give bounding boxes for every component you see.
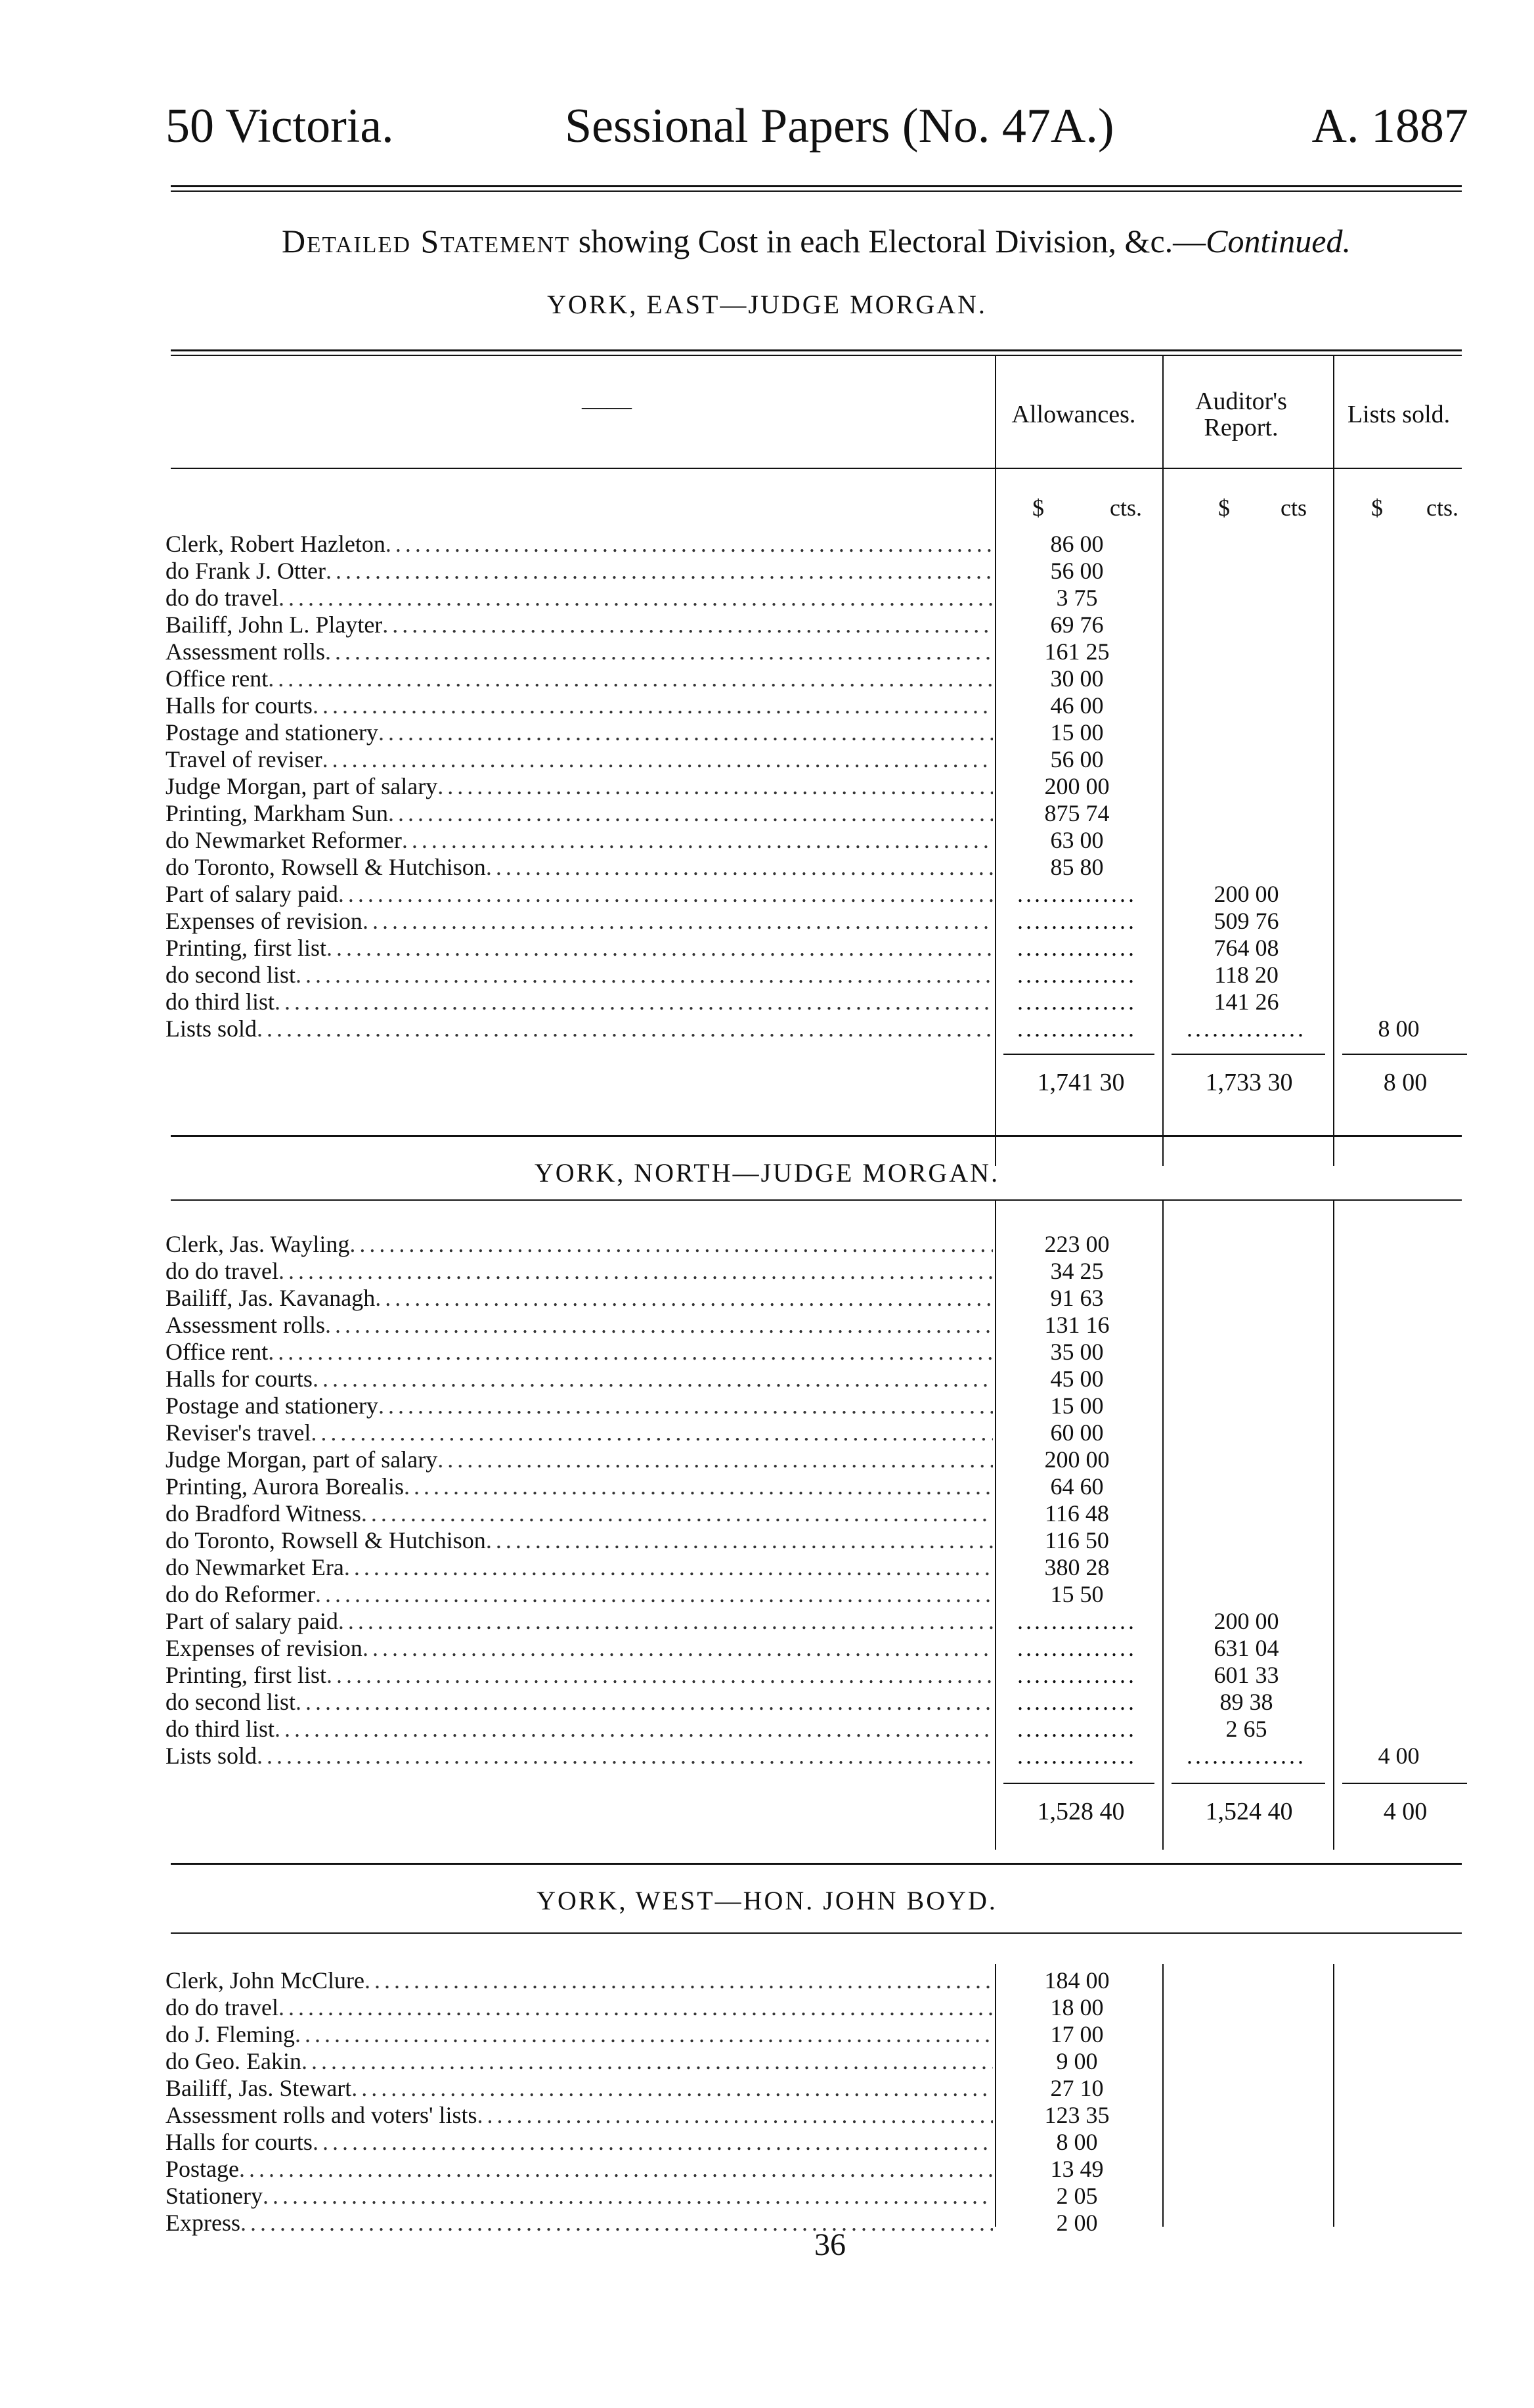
amount-auditor: 141 26 xyxy=(1214,989,1279,1015)
section-title-york-west: YORK, WEST—HON. JOHN BOYD. xyxy=(537,1886,997,1915)
row-label: Clerk, Robert Hazleton xyxy=(165,531,385,557)
amount-auditor: 200 00 xyxy=(1214,881,1279,907)
row-label: do second list xyxy=(165,962,296,988)
table-row xyxy=(165,1608,993,1635)
amount-allowance: 116 50 xyxy=(1045,1527,1109,1553)
table-row xyxy=(165,935,993,962)
amount-allowance: 161 25 xyxy=(1044,638,1110,665)
table-row xyxy=(165,638,993,665)
table-row xyxy=(165,1446,993,1473)
leader-dots xyxy=(385,531,993,558)
table-row xyxy=(165,1662,993,1689)
row-label: Expenses of revision xyxy=(165,1635,362,1661)
row-label: Expenses of revision xyxy=(165,908,362,934)
leader-dots xyxy=(263,2183,993,2210)
row-label: do do travel xyxy=(165,1258,278,1284)
table-row xyxy=(165,2048,993,2075)
row-label: Travel of reviser xyxy=(165,746,322,772)
header-title: Sessional Papers (No. 47A.) xyxy=(565,99,1114,153)
leader-dots xyxy=(351,2075,993,2102)
row-label: Bailiff, John L. Playter xyxy=(165,612,383,638)
amount-allowance: 13 49 xyxy=(1050,2156,1104,2182)
leader-dots xyxy=(362,1635,993,1662)
amount-allowance: 200 00 xyxy=(1044,773,1110,799)
leader-dots xyxy=(257,1743,993,1770)
section-end-rule xyxy=(171,1135,1462,1137)
header-rule-thin xyxy=(171,190,1462,192)
amount-auditor: 601 33 xyxy=(1214,1662,1279,1688)
row-label: Assessment rolls xyxy=(165,638,325,665)
section-top-rule xyxy=(171,1199,1462,1201)
row-label: do Geo. Eakin xyxy=(165,2048,301,2074)
row-label: Halls for courts xyxy=(165,1366,313,1392)
amount-auditor: 2 65 xyxy=(1225,1716,1267,1742)
row-label: Express xyxy=(165,2210,240,2236)
amount-allowance: 380 28 xyxy=(1044,1554,1110,1580)
amount-allowance: 2 05 xyxy=(1056,2183,1098,2209)
row-label: Postage and stationery xyxy=(165,1393,378,1419)
subtotal-rule xyxy=(1172,1783,1325,1784)
table-row xyxy=(165,1312,993,1339)
section-title-york-east: YORK, EAST—JUDGE MORGAN. xyxy=(547,290,987,319)
col-rule-3c xyxy=(1333,1964,1334,2227)
leader-dots xyxy=(278,585,993,612)
table-row xyxy=(165,1258,993,1285)
col-head-auditors xyxy=(1162,389,1320,441)
row-label: do Toronto, Rowsell & Hutchison xyxy=(165,854,486,880)
leader-dots xyxy=(477,2102,993,2129)
amount-allowance: 45 00 xyxy=(1050,1366,1104,1392)
empty-cell-dots: .............. xyxy=(1187,1743,1306,1769)
empty-cell-dots: .............. xyxy=(1017,1689,1137,1715)
amount-auditor: 631 04 xyxy=(1214,1635,1279,1661)
unit-cts-lists: cts. xyxy=(1426,495,1458,521)
table-row xyxy=(165,1419,993,1446)
row-label: Part of salary paid xyxy=(165,1608,338,1634)
table-row xyxy=(165,989,993,1015)
leader-dots xyxy=(301,2048,993,2075)
leader-dots xyxy=(375,1285,993,1312)
amount-allowance: 85 80 xyxy=(1050,854,1104,880)
leader-dots xyxy=(486,854,993,881)
table-row xyxy=(165,719,993,746)
table-row xyxy=(165,612,993,638)
amount-lists: 4 00 xyxy=(1378,1743,1420,1769)
amount-allowance: 46 00 xyxy=(1050,692,1104,719)
header-year: A. 1887 xyxy=(1311,99,1468,153)
amount-allowance: 30 00 xyxy=(1050,665,1104,692)
total-auditor: 1,733 30 xyxy=(1205,1069,1293,1096)
table-row xyxy=(165,746,993,773)
table-row xyxy=(165,585,993,612)
section-title-york-north: YORK, NORTH—JUDGE MORGAN. xyxy=(534,1158,1000,1188)
caption-smallcaps: Detailed Statement xyxy=(282,223,571,259)
amount-allowance: 34 25 xyxy=(1050,1258,1104,1284)
row-label: Halls for courts xyxy=(165,2129,313,2155)
table-row xyxy=(165,1500,993,1527)
leader-dots xyxy=(326,935,993,962)
col-head-blank: —— xyxy=(582,393,632,420)
table-top-rule xyxy=(171,349,1462,351)
row-label: do Frank J. Otter xyxy=(165,558,326,584)
section-end-rule xyxy=(171,1863,1462,1865)
row-label: Clerk, Jas. Wayling xyxy=(165,1231,350,1257)
table-row xyxy=(165,1393,993,1419)
leader-dots xyxy=(325,638,993,665)
unit-dollar-auditor: $ xyxy=(1218,495,1230,521)
table-row xyxy=(165,1366,993,1393)
amount-allowance: 15 50 xyxy=(1050,1581,1104,1607)
table-row xyxy=(165,1689,993,1716)
leader-dots xyxy=(378,1393,993,1419)
amount-allowance: 56 00 xyxy=(1050,746,1104,772)
section-top-rule xyxy=(171,1932,1462,1934)
leader-dots xyxy=(338,881,993,908)
row-label: Part of salary paid xyxy=(165,881,338,907)
leader-dots xyxy=(278,1994,993,2021)
leader-dots xyxy=(361,1500,993,1527)
amount-allowance: 15 00 xyxy=(1050,719,1104,746)
amount-allowance: 9 00 xyxy=(1056,2048,1098,2074)
row-label: do third list xyxy=(165,989,275,1015)
statement-caption xyxy=(164,222,1468,260)
total-lists: 8 00 xyxy=(1383,1069,1428,1096)
table-row xyxy=(165,1285,993,1312)
leader-dots xyxy=(274,1716,993,1743)
table-row xyxy=(165,665,993,692)
row-label: Judge Morgan, part of salary xyxy=(165,773,438,799)
table-row xyxy=(165,773,993,800)
amount-allowance: 63 00 xyxy=(1050,827,1104,853)
amount-allowance: 875 74 xyxy=(1044,800,1110,826)
leader-dots xyxy=(382,612,993,638)
col-rule-3a xyxy=(1333,355,1334,1166)
amount-allowance: 35 00 xyxy=(1050,1339,1104,1365)
table-row xyxy=(165,692,993,719)
amount-allowance: 123 35 xyxy=(1044,2102,1110,2128)
leader-dots xyxy=(378,719,993,746)
leader-dots xyxy=(268,1339,993,1366)
table-row xyxy=(165,2129,993,2156)
table-row xyxy=(165,1554,993,1581)
empty-cell-dots: .............. xyxy=(1017,989,1137,1015)
table-row xyxy=(165,1231,993,1258)
leader-dots xyxy=(437,773,993,800)
leader-dots xyxy=(268,665,993,692)
amount-allowance: 15 00 xyxy=(1050,1393,1104,1419)
table-row xyxy=(165,2210,993,2237)
leader-dots xyxy=(296,962,993,989)
table-row xyxy=(165,1716,993,1743)
leader-dots xyxy=(344,1554,993,1581)
leader-dots xyxy=(388,800,993,827)
table-top-rule-thin xyxy=(171,355,1462,356)
total-allowances: 1,528 40 xyxy=(1037,1798,1125,1825)
leader-dots xyxy=(349,1231,993,1258)
empty-cell-dots: .............. xyxy=(1017,1662,1137,1688)
leader-dots xyxy=(404,1473,993,1500)
subtotal-rule xyxy=(1003,1783,1154,1784)
amount-auditor: 509 76 xyxy=(1214,908,1279,934)
amount-allowance: 64 60 xyxy=(1050,1473,1104,1500)
col-rule-2b xyxy=(1162,1199,1164,1850)
amount-allowance: 223 00 xyxy=(1044,1231,1110,1257)
amount-allowance: 116 48 xyxy=(1045,1500,1109,1527)
table-row xyxy=(165,800,993,827)
leader-dots xyxy=(274,989,993,1015)
leader-dots xyxy=(311,1419,993,1446)
table-row xyxy=(165,1473,993,1500)
amount-allowance: 184 00 xyxy=(1044,1967,1110,1994)
col-head-auditors-line2: Report. xyxy=(1204,413,1279,441)
row-label: do Newmarket Era xyxy=(165,1554,344,1580)
row-label: do Bradford Witness xyxy=(165,1500,361,1527)
amount-allowance: 200 00 xyxy=(1044,1446,1110,1473)
row-label: do Toronto, Rowsell & Hutchison xyxy=(165,1527,486,1553)
row-label: do second list xyxy=(165,1689,296,1715)
empty-cell-dots: .............. xyxy=(1017,908,1137,934)
col-rule-1b xyxy=(995,1199,996,1850)
subtotal-rule xyxy=(1342,1054,1467,1055)
row-label: Bailiff, Jas. Stewart xyxy=(165,2075,352,2101)
col-head-lists-sold: Lists sold. xyxy=(1347,401,1451,428)
row-label: Printing, Markham Sun xyxy=(165,800,388,826)
table-row xyxy=(165,1015,993,1042)
amount-allowance: 91 63 xyxy=(1050,1285,1104,1311)
empty-cell-dots: .............. xyxy=(1017,881,1137,907)
table-row xyxy=(165,1967,993,1994)
amount-auditor: 118 20 xyxy=(1214,962,1279,988)
row-label: Printing, first list xyxy=(165,935,327,961)
col-head-auditors-line1: Auditor's xyxy=(1195,388,1287,415)
row-label: Office rent xyxy=(165,1339,269,1365)
row-label: Assessment rolls and voters' lists xyxy=(165,2102,477,2128)
row-label: Bailiff, Jas. Kavanagh xyxy=(165,1285,376,1311)
empty-cell-dots: .............. xyxy=(1187,1015,1306,1042)
leader-dots xyxy=(295,2021,993,2048)
table-row xyxy=(165,531,993,558)
leader-dots xyxy=(313,692,993,719)
row-label: Lists sold xyxy=(165,1743,257,1769)
row-label: do do travel xyxy=(165,1994,278,2020)
amount-auditor: 89 38 xyxy=(1219,1689,1273,1715)
subtotal-rule xyxy=(1003,1054,1154,1055)
leader-dots xyxy=(437,1446,993,1473)
col-rule-2a xyxy=(1162,355,1164,1166)
amount-allowance: 3 75 xyxy=(1056,585,1098,611)
header-rule xyxy=(171,185,1462,187)
table-row xyxy=(165,2021,993,2048)
table-row xyxy=(165,2183,993,2210)
total-lists: 4 00 xyxy=(1383,1798,1428,1825)
row-label: Halls for courts xyxy=(165,692,313,719)
amount-allowance: 69 76 xyxy=(1050,612,1104,638)
row-label: Assessment rolls xyxy=(165,1312,325,1338)
empty-cell-dots: .............. xyxy=(1017,1635,1137,1661)
table-row xyxy=(165,1994,993,2021)
row-label: Lists sold xyxy=(165,1015,257,1042)
unit-cts-auditor: cts xyxy=(1281,495,1307,521)
col-head-allowances: Allowances. xyxy=(1011,401,1136,428)
table-row xyxy=(165,2075,993,2102)
row-label: Postage and stationery xyxy=(165,719,378,746)
header-session: 50 Victoria. xyxy=(165,99,394,153)
table-row xyxy=(165,1743,993,1770)
subtotal-rule xyxy=(1342,1783,1467,1784)
leader-dots xyxy=(326,558,993,585)
page-number: 36 xyxy=(814,2227,846,2262)
empty-cell-dots: .............. xyxy=(1017,962,1137,988)
col-rule-2c xyxy=(1162,1964,1164,2227)
leader-dots xyxy=(239,2156,993,2183)
amount-allowance: 27 10 xyxy=(1050,2075,1104,2101)
row-label: Postage xyxy=(165,2156,239,2182)
total-allowances: 1,741 30 xyxy=(1037,1069,1125,1096)
row-label: Printing, first list xyxy=(165,1662,327,1688)
table-row xyxy=(165,558,993,585)
row-label: do J. Fleming xyxy=(165,2021,296,2047)
row-label: do third list xyxy=(165,1716,275,1742)
leader-dots xyxy=(338,1608,993,1635)
unit-dollar-allowances: $ xyxy=(1032,495,1044,521)
empty-cell-dots: .............. xyxy=(1017,935,1137,961)
leader-dots xyxy=(364,1967,993,1994)
amount-auditor: 764 08 xyxy=(1214,935,1279,961)
amount-allowance: 86 00 xyxy=(1050,531,1104,557)
table-row xyxy=(165,1339,993,1366)
amount-auditor: 200 00 xyxy=(1214,1608,1279,1634)
amount-allowance: 56 00 xyxy=(1050,558,1104,584)
subtotal-rule xyxy=(1172,1054,1325,1055)
row-label: Clerk, John McClure xyxy=(165,1967,364,1994)
unit-dollar-lists: $ xyxy=(1371,495,1383,521)
amount-allowance: 18 00 xyxy=(1050,1994,1104,2020)
caption-text: showing Cost in each Electoral Division, &c.— xyxy=(570,223,1206,259)
leader-dots xyxy=(313,2129,993,2156)
amount-allowance: 8 00 xyxy=(1056,2129,1098,2155)
table-row xyxy=(165,1581,993,1608)
leader-dots xyxy=(240,2210,993,2237)
row-label: Stationery xyxy=(165,2183,263,2209)
amount-lists: 8 00 xyxy=(1378,1015,1420,1042)
table-row xyxy=(165,2156,993,2183)
empty-cell-dots: .............. xyxy=(1017,1608,1137,1634)
caption-continued: Continued. xyxy=(1206,223,1351,259)
table-row xyxy=(165,827,993,854)
row-label: do do Reformer xyxy=(165,1581,315,1607)
col-rule-1a xyxy=(995,355,996,1166)
amount-allowance: 2 00 xyxy=(1056,2210,1098,2236)
total-auditor: 1,524 40 xyxy=(1205,1798,1293,1825)
leader-dots xyxy=(278,1258,993,1285)
row-label: do Newmarket Reformer xyxy=(165,827,402,853)
leader-dots xyxy=(486,1527,993,1554)
leader-dots xyxy=(315,1581,993,1608)
row-label: Reviser's travel xyxy=(165,1419,311,1446)
leader-dots xyxy=(362,908,993,935)
amount-allowance: 17 00 xyxy=(1050,2021,1104,2047)
leader-dots xyxy=(322,746,993,773)
leader-dots xyxy=(402,827,993,854)
table-row xyxy=(165,2102,993,2129)
leader-dots xyxy=(313,1366,993,1393)
row-label: Judge Morgan, part of salary xyxy=(165,1446,438,1473)
empty-cell-dots: .............. xyxy=(1017,1743,1137,1769)
leader-dots xyxy=(326,1662,993,1689)
header-bottom-rule xyxy=(171,468,1462,469)
row-label: do do travel xyxy=(165,585,278,611)
row-label: Printing, Aurora Borealis xyxy=(165,1473,404,1500)
empty-cell-dots: .............. xyxy=(1017,1015,1137,1042)
amount-allowance: 60 00 xyxy=(1050,1419,1104,1446)
leader-dots xyxy=(325,1312,993,1339)
empty-cell-dots: .............. xyxy=(1017,1716,1137,1742)
leader-dots xyxy=(296,1689,993,1716)
col-rule-1c xyxy=(995,1964,996,2227)
unit-cts-allowances: cts. xyxy=(1110,495,1142,521)
table-row xyxy=(165,854,993,881)
leader-dots xyxy=(257,1015,993,1042)
table-row xyxy=(165,1527,993,1554)
row-label: Office rent xyxy=(165,665,269,692)
table-row xyxy=(165,1635,993,1662)
table-row xyxy=(165,881,993,908)
amount-allowance: 131 16 xyxy=(1044,1312,1110,1338)
table-row xyxy=(165,908,993,935)
table-row xyxy=(165,962,993,989)
